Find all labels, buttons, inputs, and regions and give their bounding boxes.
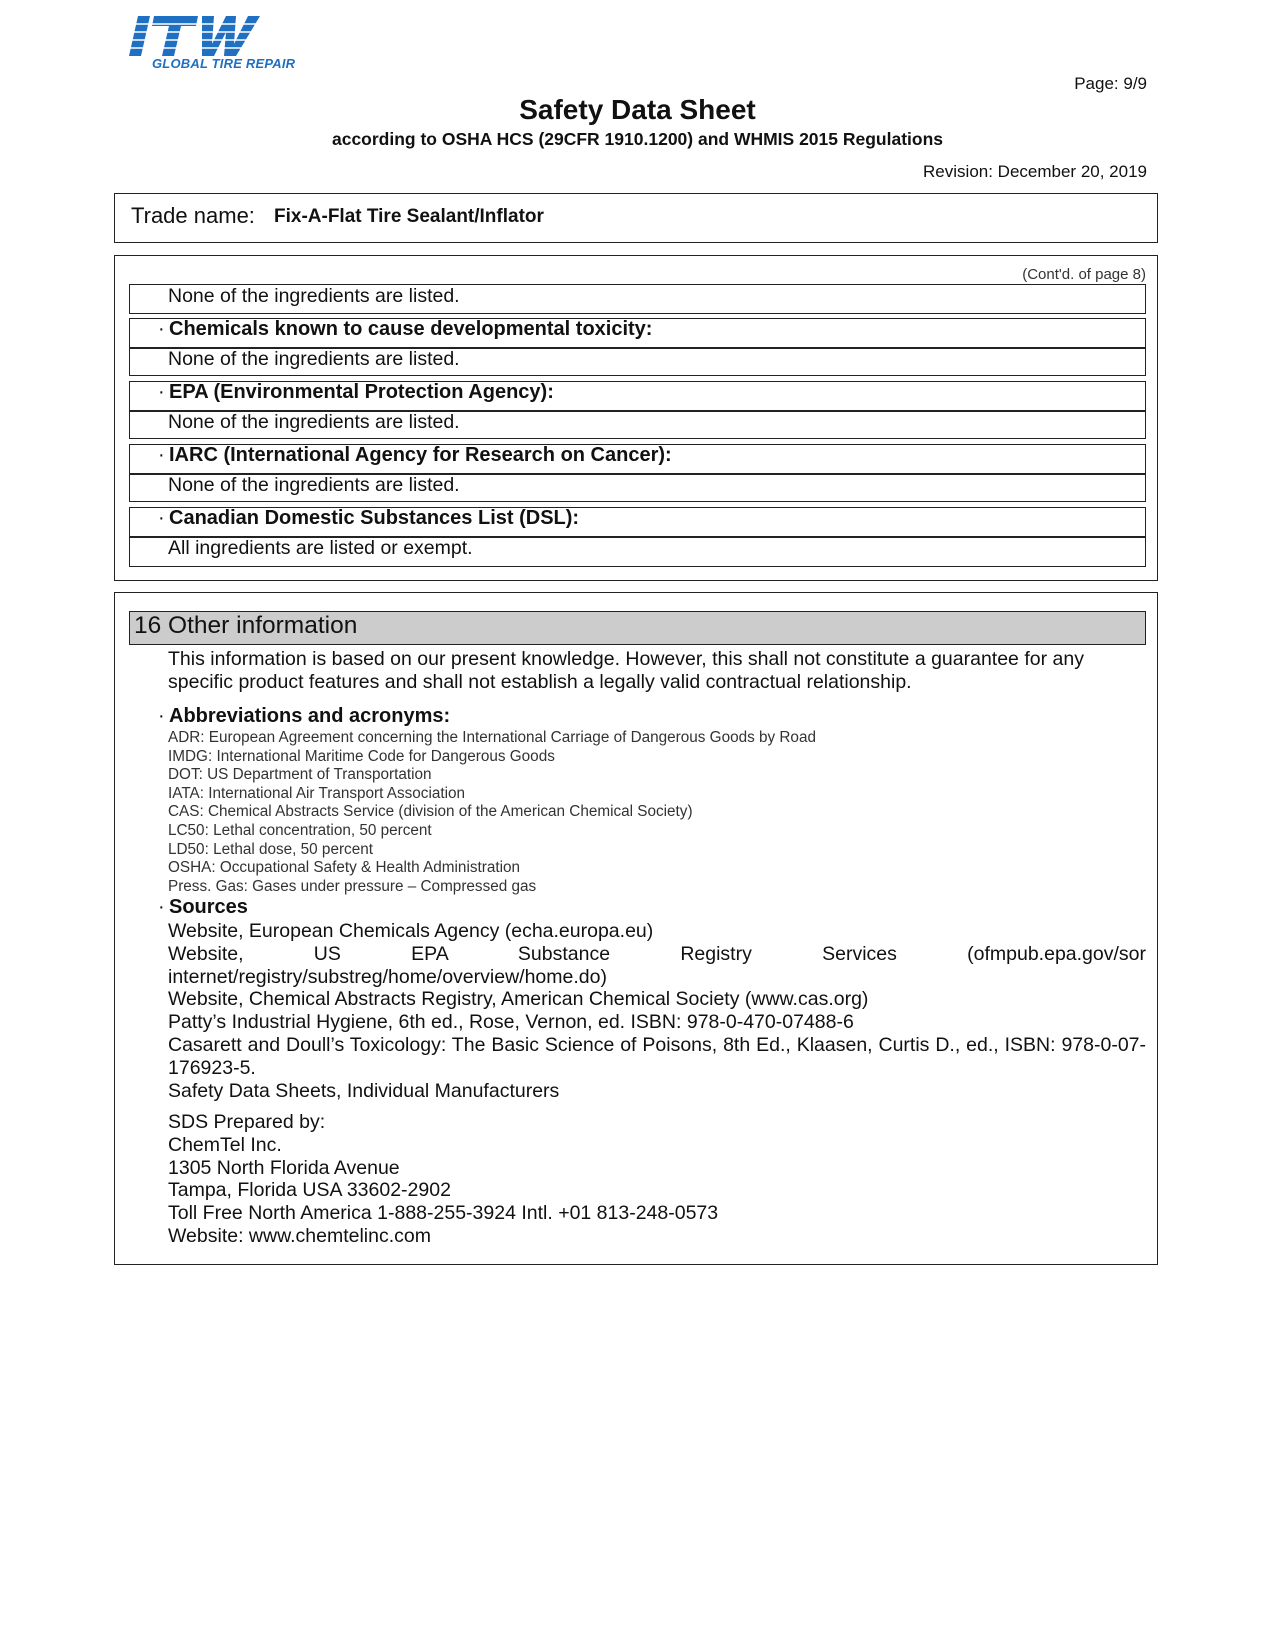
regulatory-heading: · Chemicals known to cause developmental toxicity: bbox=[158, 318, 653, 340]
abbreviation-item: IMDG: International Maritime Code for Dangerous Goods bbox=[168, 747, 555, 765]
regulatory-heading: · EPA (Environmental Protection Agency): bbox=[158, 381, 554, 403]
page-number: Page: 9/9 bbox=[1074, 74, 1147, 93]
continued-note: (Cont'd. of page 8) bbox=[1022, 266, 1146, 283]
preparer-website: Website: www.chemtelinc.com bbox=[168, 1224, 431, 1247]
prepared-by-block bbox=[168, 1111, 718, 1248]
source-item: Website, European Chemicals Agency (echa.europa.eu) bbox=[168, 920, 654, 942]
document-subtitle: according to OSHA HCS (29CFR 1910.1200) and WHMIS 2015 Regulations bbox=[331, 129, 944, 149]
revision-date: Revision: December 20, 2019 bbox=[923, 162, 1147, 181]
document-title: Safety Data Sheet bbox=[519, 94, 756, 125]
regulatory-heading: · IARC (International Agency for Research on Cancer): bbox=[158, 444, 672, 466]
sources-list bbox=[168, 920, 1146, 1102]
trade-name-box bbox=[114, 193, 1158, 243]
regulatory-row-text: None of the ingredients are listed. bbox=[168, 474, 460, 496]
section-title: 16 Other information bbox=[134, 612, 358, 639]
preparer-city: Tampa, Florida USA 33602-2902 bbox=[168, 1179, 451, 1202]
abbreviation-item: Press. Gas: Gases under pressure – Compressed gas bbox=[168, 877, 537, 895]
regulatory-row-text: None of the ingredients are listed. bbox=[168, 411, 460, 433]
preparer-street: 1305 North Florida Avenue bbox=[168, 1156, 400, 1179]
prepared-by-label: SDS Prepared by: bbox=[168, 1111, 326, 1133]
trade-name-label: Trade name: bbox=[131, 203, 255, 228]
preparer-phone: Toll Free North America 1-888-255-3924 Intl. +01 813-248-0573 bbox=[168, 1202, 719, 1225]
logo-subtitle: GLOBAL TIRE REPAIR bbox=[152, 56, 296, 71]
sources-heading: · Sources bbox=[158, 896, 248, 918]
abbreviation-item: CAS: Chemical Abstracts Service (division of the American Chemical Society) bbox=[168, 803, 693, 821]
source-item: Website, Chemical Abstracts Registry, American Chemical Society (www.cas.org) bbox=[168, 988, 869, 1011]
abbreviation-item: OSHA: Occupational Safety & Health Administration bbox=[168, 859, 521, 877]
regulatory-row-text: None of the ingredients are listed. bbox=[168, 348, 460, 370]
abbreviations-heading: · Abbreviations and acronyms: bbox=[158, 705, 451, 727]
source-item: Patty’s Industrial Hygiene, 6th ed., Rose, Vernon, ed. ISBN: 978-0-470-07488-6 bbox=[168, 1011, 854, 1034]
source-item: Safety Data Sheets, Individual Manufacturers bbox=[168, 1079, 560, 1102]
abbreviation-item: LD50: Lethal dose, 50 percent bbox=[168, 840, 373, 858]
regulatory-heading: · Canadian Domestic Substances List (DSL): bbox=[158, 507, 580, 529]
abbreviation-item: DOT: US Department of Transportation bbox=[168, 766, 432, 784]
regulatory-row-text: None of the ingredients are listed. bbox=[168, 285, 460, 307]
abbreviation-item: LC50: Lethal concentration, 50 percent bbox=[168, 821, 432, 839]
disclaimer-text: This information is based on our present knowledge. However, this shall not constitute a guarantee for any specific product features and shall not establish a legally valid contractual relationship. bbox=[168, 648, 1084, 693]
preparer-company: ChemTel Inc. bbox=[168, 1133, 282, 1156]
regulatory-row-text: All ingredients are listed or exempt. bbox=[168, 537, 473, 559]
trade-name-value: Fix-A-Flat Tire Sealant/Inflator bbox=[274, 206, 544, 227]
source-item: Website, US EPA Substance Registry Services (ofmpub.epa.gov/sor internet/registry/substreg/home/overview/home.do) bbox=[168, 942, 1146, 988]
abbreviation-item: ADR: European Agreement concerning the International Carriage of Dangerous Goods by Road bbox=[168, 729, 816, 746]
abbreviation-item: IATA: International Air Transport Association bbox=[168, 784, 466, 802]
source-item: Casarett and Doull’s Toxicology: The Basic Science of Poisons, 8th Ed., Klaasen, Curtis D., ed., ISBN: 978-0-07-176923-5. bbox=[168, 1033, 1146, 1079]
abbreviations-list bbox=[168, 729, 816, 896]
